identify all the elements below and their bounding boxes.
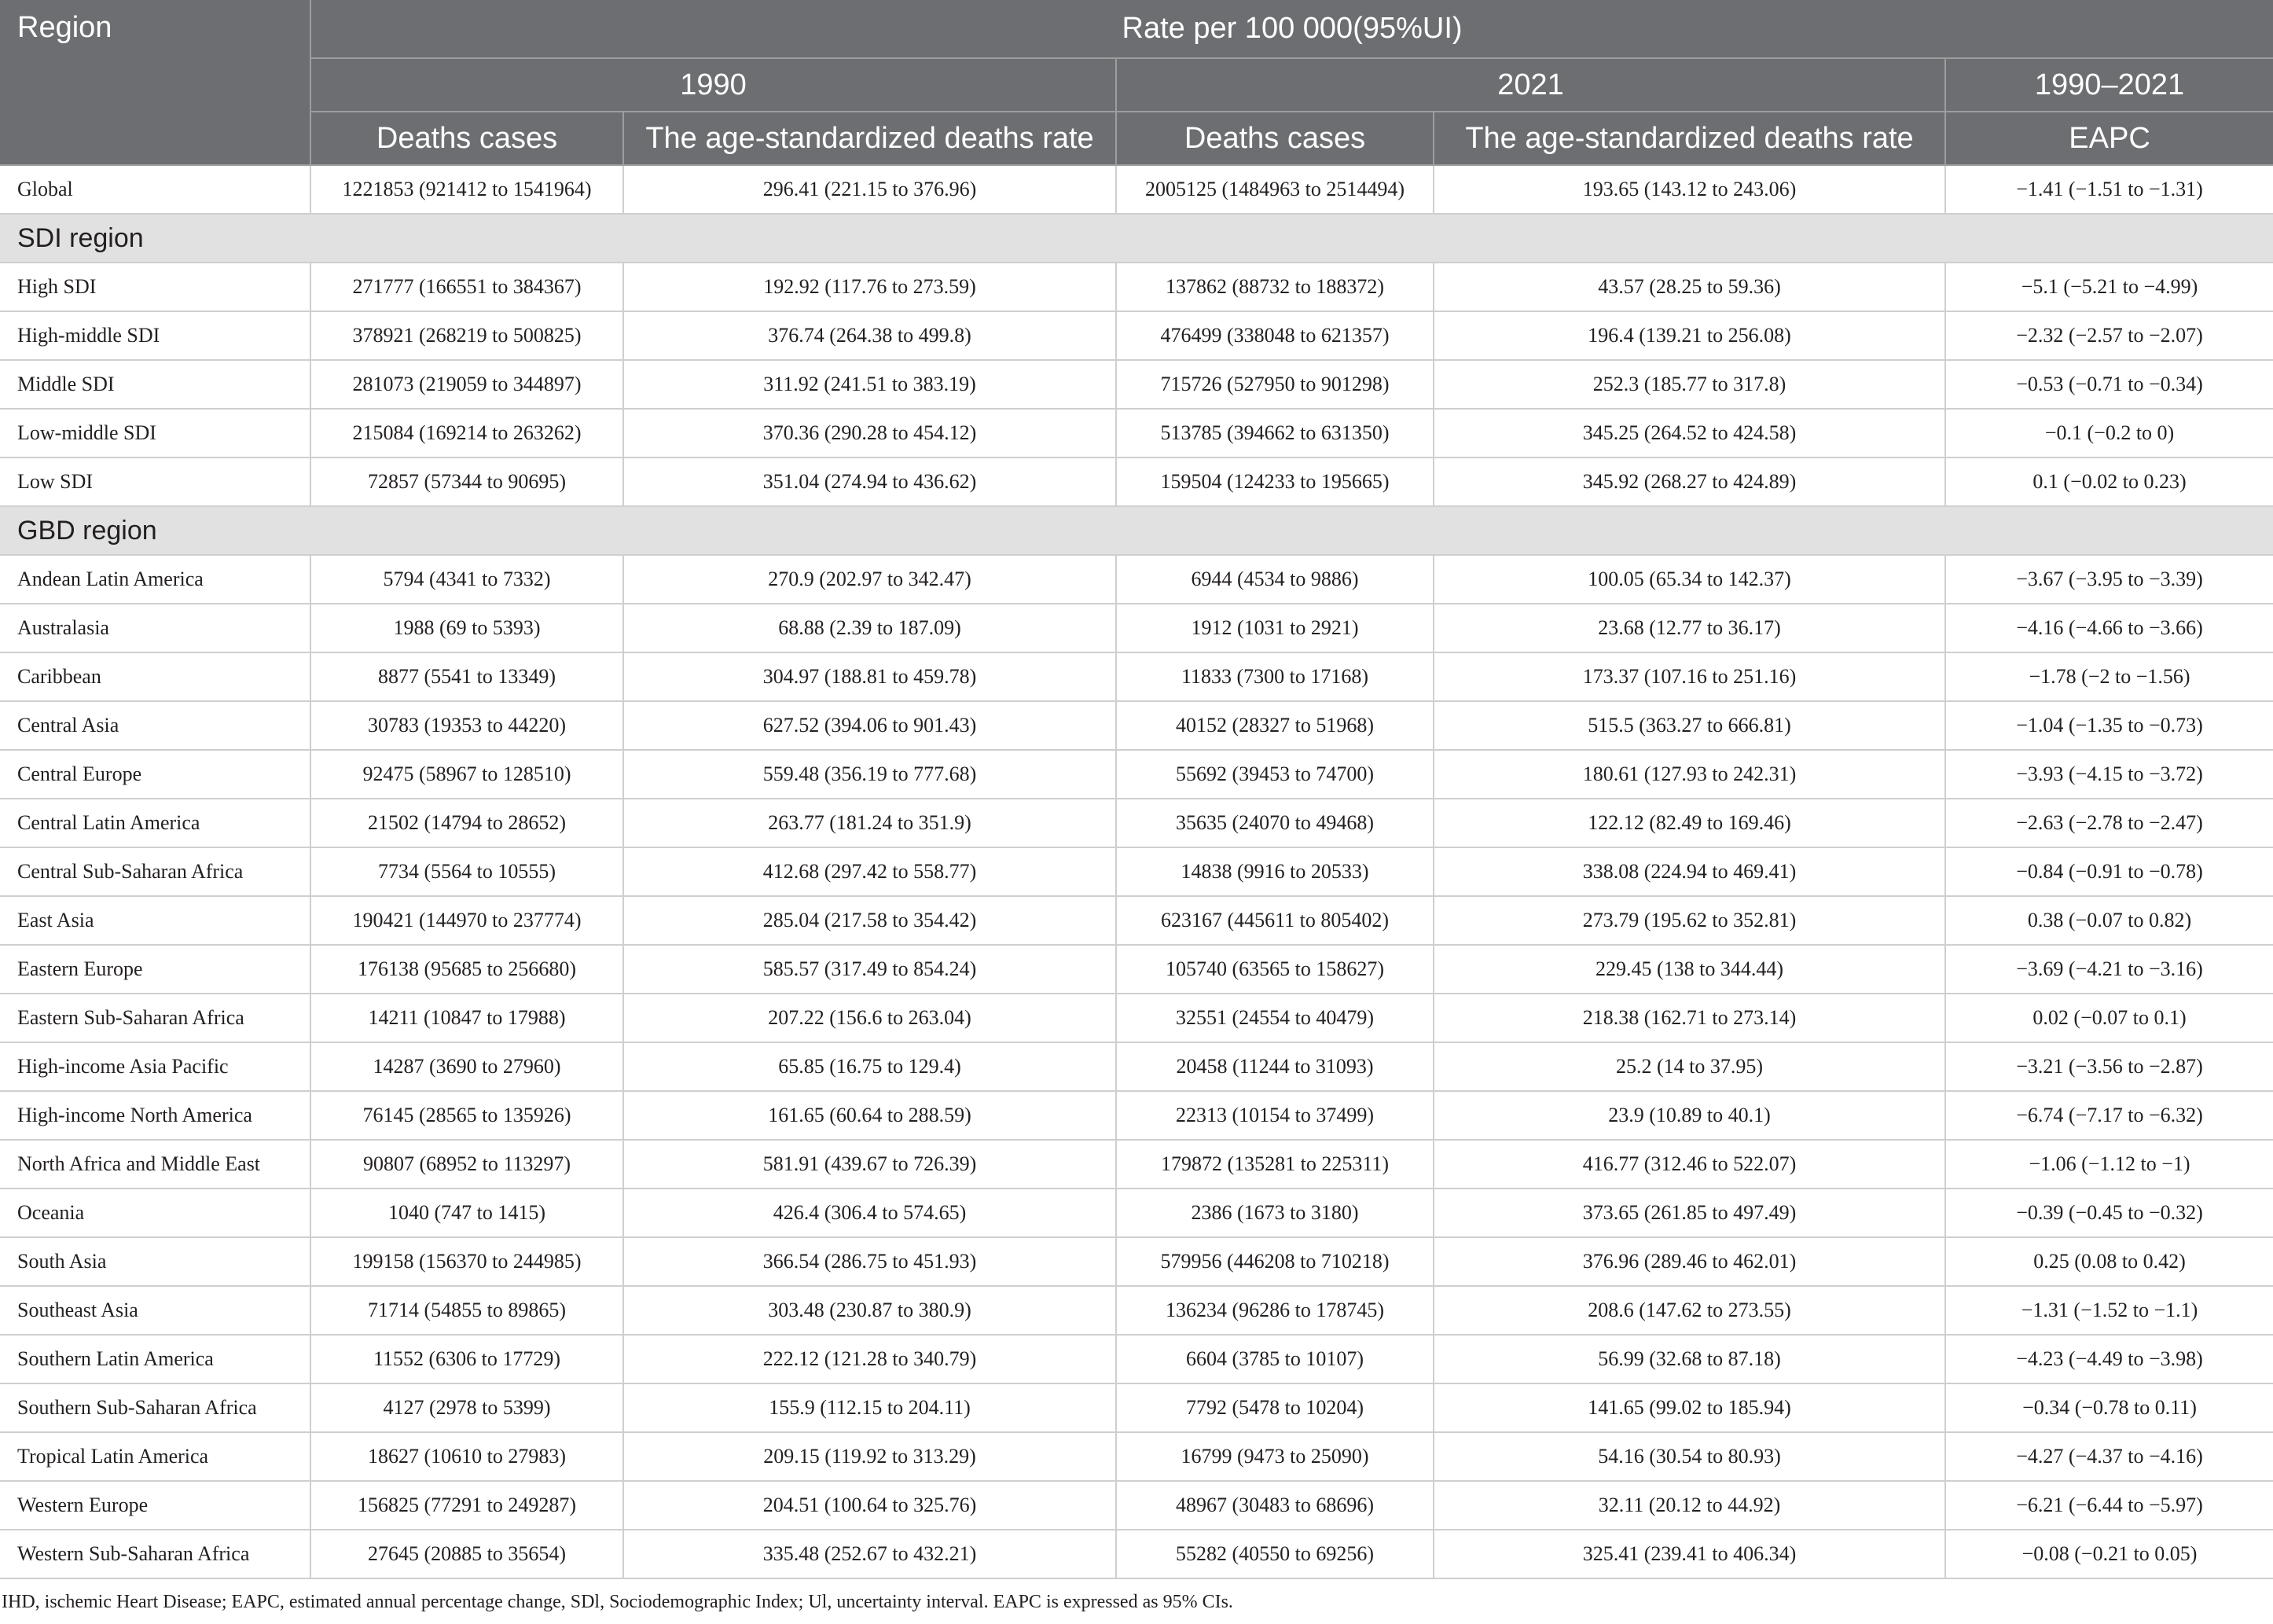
asdr-2021-cell: 180.61 (127.93 to 242.31) [1434,750,1945,799]
asdr-2021-cell: 345.92 (268.27 to 424.89) [1434,457,1945,506]
deaths-2021-cell: 6604 (3785 to 10107) [1116,1335,1434,1383]
deaths-2021-cell: 2386 (1673 to 3180) [1116,1189,1434,1237]
asdr-2021-cell: 325.41 (239.41 to 406.34) [1434,1530,1945,1578]
deaths-1990-header: Deaths cases [310,112,623,165]
region-cell: Southeast Asia [0,1286,310,1335]
deaths-1990-cell: 281073 (219059 to 344897) [310,360,623,409]
table-row [0,409,2273,457]
eapc-cell: −1.31 (−1.52 to −1.1) [1945,1286,2273,1335]
eapc-header: EAPC [1945,112,2273,165]
deaths-1990-cell: 176138 (95685 to 256680) [310,945,623,994]
deaths-1990-cell: 1040 (747 to 1415) [310,1189,623,1237]
asdr-2021-cell: 208.6 (147.62 to 273.55) [1434,1286,1945,1335]
deaths-2021-cell: 476499 (338048 to 621357) [1116,311,1434,360]
asdr-1990-cell: 366.54 (286.75 to 451.93) [623,1237,1116,1286]
eapc-cell: −3.69 (−4.21 to −3.16) [1945,945,2273,994]
deaths-1990-cell: 21502 (14794 to 28652) [310,799,623,847]
asdr-1990-cell: 204.51 (100.64 to 325.76) [623,1481,1116,1530]
deaths-2021-cell: 623167 (445611 to 805402) [1116,896,1434,945]
asdr-2021-cell: 25.2 (14 to 37.95) [1434,1042,1945,1091]
section-label: GBD region [0,506,2273,555]
table-row [0,847,2273,896]
deaths-2021-cell: 20458 (11244 to 31093) [1116,1042,1434,1091]
table-row [0,311,2273,360]
table-row [0,1189,2273,1237]
eapc-cell: −1.04 (−1.35 to −0.73) [1945,701,2273,750]
asdr-1990-cell: 270.9 (202.97 to 342.47) [623,555,1116,604]
table-row [0,604,2273,652]
region-cell: Caribbean [0,652,310,701]
asdr-2021-cell: 54.16 (30.54 to 80.93) [1434,1432,1945,1481]
deaths-1990-cell: 4127 (2978 to 5399) [310,1383,623,1432]
eapc-cell: −6.21 (−6.44 to −5.97) [1945,1481,2273,1530]
asdr-1990-cell: 581.91 (439.67 to 726.39) [623,1140,1116,1189]
region-cell: Global [0,165,310,214]
region-cell: Australasia [0,604,310,652]
asdr-2021-cell: 252.3 (185.77 to 317.8) [1434,360,1945,409]
table-row [0,945,2273,994]
asdr-1990-cell: 426.4 (306.4 to 574.65) [623,1189,1116,1237]
eapc-cell: −5.1 (−5.21 to −4.99) [1945,263,2273,311]
eapc-cell: −2.32 (−2.57 to −2.07) [1945,311,2273,360]
table-row [0,1383,2273,1432]
asdr-2021-cell: 173.37 (107.16 to 251.16) [1434,652,1945,701]
table-header [0,0,2273,165]
asdr-2021-cell: 416.77 (312.46 to 522.07) [1434,1140,1945,1189]
region-cell: High-income North America [0,1091,310,1140]
asdr-1990-cell: 68.88 (2.39 to 187.09) [623,604,1116,652]
section-row [0,506,2273,555]
region-cell: Southern Latin America [0,1335,310,1383]
eapc-cell: −4.16 (−4.66 to −3.66) [1945,604,2273,652]
table-row [0,652,2273,701]
region-cell: Low-middle SDI [0,409,310,457]
table-row [0,994,2273,1042]
eapc-cell: −1.78 (−2 to −1.56) [1945,652,2273,701]
deaths-1990-cell: 30783 (19353 to 44220) [310,701,623,750]
asdr-2021-cell: 141.65 (99.02 to 185.94) [1434,1383,1945,1432]
eapc-cell: −0.84 (−0.91 to −0.78) [1945,847,2273,896]
table-row [0,1237,2273,1286]
deaths-2021-cell: 14838 (9916 to 20533) [1116,847,1434,896]
asdr-1990-cell: 351.04 (274.94 to 436.62) [623,457,1116,506]
asdr-2021-header: The age-standardized deaths rate [1434,112,1945,165]
region-cell: Tropical Latin America [0,1432,310,1481]
table-row [0,165,2273,214]
asdr-1990-cell: 207.22 (156.6 to 263.04) [623,994,1116,1042]
deaths-2021-cell: 55692 (39453 to 74700) [1116,750,1434,799]
deaths-1990-cell: 1988 (69 to 5393) [310,604,623,652]
asdr-1990-cell: 65.85 (16.75 to 129.4) [623,1042,1116,1091]
table-row [0,263,2273,311]
deaths-2021-cell: 55282 (40550 to 69256) [1116,1530,1434,1578]
eapc-cell: −0.08 (−0.21 to 0.05) [1945,1530,2273,1578]
asdr-1990-cell: 304.97 (188.81 to 459.78) [623,652,1116,701]
asdr-1990-cell: 192.92 (117.76 to 273.59) [623,263,1116,311]
table-row [0,457,2273,506]
deaths-1990-cell: 14287 (3690 to 27960) [310,1042,623,1091]
region-cell: Eastern Europe [0,945,310,994]
table-row [0,750,2273,799]
deaths-2021-cell: 6944 (4534 to 9886) [1116,555,1434,604]
eapc-cell: −0.53 (−0.71 to −0.34) [1945,360,2273,409]
region-cell: Central Latin America [0,799,310,847]
asdr-2021-cell: 193.65 (143.12 to 243.06) [1434,165,1945,214]
table-row [0,1091,2273,1140]
table-row [0,555,2273,604]
deaths-2021-cell: 7792 (5478 to 10204) [1116,1383,1434,1432]
deaths-1990-cell: 14211 (10847 to 17988) [310,994,623,1042]
deaths-1990-cell: 5794 (4341 to 7332) [310,555,623,604]
deaths-1990-cell: 8877 (5541 to 13349) [310,652,623,701]
period-header-2021: 2021 [1116,58,1945,112]
asdr-1990-cell: 311.92 (241.51 to 383.19) [623,360,1116,409]
region-cell: High-income Asia Pacific [0,1042,310,1091]
asdr-1990-cell: 263.77 (181.24 to 351.9) [623,799,1116,847]
table-footnote: IHD, ischemic Heart Disease; EAPC, estimated annual percentage change, SDl, Sociodemographic Index; Ul, uncertainty interval. EAPC is expressed as 95% CIs. [2,1592,1233,1612]
table-row [0,799,2273,847]
deaths-2021-cell: 1912 (1031 to 2921) [1116,604,1434,652]
deaths-1990-cell: 71714 (54855 to 89865) [310,1286,623,1335]
table-row [0,1432,2273,1481]
deaths-2021-cell: 579956 (446208 to 710218) [1116,1237,1434,1286]
period-header-1990-2021: 1990–2021 [1945,58,2273,112]
asdr-2021-cell: 229.45 (138 to 344.44) [1434,945,1945,994]
table-row [0,1335,2273,1383]
asdr-2021-cell: 56.99 (32.68 to 87.18) [1434,1335,1945,1383]
region-cell: Western Europe [0,1481,310,1530]
asdr-2021-cell: 32.11 (20.12 to 44.92) [1434,1481,1945,1530]
eapc-cell: −1.06 (−1.12 to −1) [1945,1140,2273,1189]
table-row [0,1042,2273,1091]
deaths-2021-cell: 513785 (394662 to 631350) [1116,409,1434,457]
asdr-2021-cell: 345.25 (264.52 to 424.58) [1434,409,1945,457]
eapc-cell: −6.74 (−7.17 to −6.32) [1945,1091,2273,1140]
region-cell: Oceania [0,1189,310,1237]
deaths-1990-cell: 11552 (6306 to 17729) [310,1335,623,1383]
asdr-1990-cell: 559.48 (356.19 to 777.68) [623,750,1116,799]
asdr-2021-cell: 23.9 (10.89 to 40.1) [1434,1091,1945,1140]
region-cell: Southern Sub-Saharan Africa [0,1383,310,1432]
asdr-1990-cell: 585.57 (317.49 to 854.24) [623,945,1116,994]
region-column-header: Region [0,0,310,165]
deaths-1990-cell: 72857 (57344 to 90695) [310,457,623,506]
region-cell: Middle SDI [0,360,310,409]
eapc-cell: −3.21 (−3.56 to −2.87) [1945,1042,2273,1091]
asdr-2021-cell: 376.96 (289.46 to 462.01) [1434,1237,1945,1286]
region-cell: Central Asia [0,701,310,750]
asdr-1990-cell: 303.48 (230.87 to 380.9) [623,1286,1116,1335]
eapc-cell: −1.41 (−1.51 to −1.31) [1945,165,2273,214]
deaths-2021-cell: 40152 (28327 to 51968) [1116,701,1434,750]
eapc-cell: −3.93 (−4.15 to −3.72) [1945,750,2273,799]
deaths-2021-cell: 16799 (9473 to 25090) [1116,1432,1434,1481]
deaths-2021-cell: 137862 (88732 to 188372) [1116,263,1434,311]
deaths-1990-cell: 76145 (28565 to 135926) [310,1091,623,1140]
table-row [0,701,2273,750]
asdr-1990-cell: 335.48 (252.67 to 432.21) [623,1530,1116,1578]
region-cell: High SDI [0,263,310,311]
deaths-1990-cell: 378921 (268219 to 500825) [310,311,623,360]
eapc-cell: −0.34 (−0.78 to 0.11) [1945,1383,2273,1432]
asdr-1990-cell: 285.04 (217.58 to 354.42) [623,896,1116,945]
asdr-2021-cell: 373.65 (261.85 to 497.49) [1434,1189,1945,1237]
section-row [0,214,2273,263]
table-row [0,1286,2273,1335]
deaths-1990-cell: 18627 (10610 to 27983) [310,1432,623,1481]
asdr-2021-cell: 273.79 (195.62 to 352.81) [1434,896,1945,945]
deaths-1990-cell: 27645 (20885 to 35654) [310,1530,623,1578]
asdr-1990-cell: 222.12 (121.28 to 340.79) [623,1335,1116,1383]
deaths-2021-cell: 11833 (7300 to 17168) [1116,652,1434,701]
region-cell: Andean Latin America [0,555,310,604]
eapc-cell: −3.67 (−3.95 to −3.39) [1945,555,2273,604]
deaths-1990-cell: 199158 (156370 to 244985) [310,1237,623,1286]
region-cell: Low SDI [0,457,310,506]
asdr-1990-header: The age-standardized deaths rate [623,112,1116,165]
table-row [0,896,2273,945]
section-label: SDI region [0,214,2273,263]
asdr-2021-cell: 338.08 (224.94 to 469.41) [1434,847,1945,896]
table-row [0,1530,2273,1578]
region-cell: High-middle SDI [0,311,310,360]
eapc-cell: 0.38 (−0.07 to 0.82) [1945,896,2273,945]
deaths-1990-cell: 7734 (5564 to 10555) [310,847,623,896]
eapc-cell: −4.23 (−4.49 to −3.98) [1945,1335,2273,1383]
eapc-cell: 0.25 (0.08 to 0.42) [1945,1237,2273,1286]
deaths-2021-cell: 35635 (24070 to 49468) [1116,799,1434,847]
deaths-2021-cell: 179872 (135281 to 225311) [1116,1140,1434,1189]
deaths-2021-cell: 715726 (527950 to 901298) [1116,360,1434,409]
rate-group-header: Rate per 100 000(95%UI) [310,0,2273,58]
eapc-cell: 0.1 (−0.02 to 0.23) [1945,457,2273,506]
deaths-2021-cell: 48967 (30483 to 68696) [1116,1481,1434,1530]
asdr-2021-cell: 196.4 (139.21 to 256.08) [1434,311,1945,360]
deaths-1990-cell: 156825 (77291 to 249287) [310,1481,623,1530]
asdr-1990-cell: 296.41 (221.15 to 376.96) [623,165,1116,214]
region-cell: East Asia [0,896,310,945]
deaths-1990-cell: 271777 (166551 to 384367) [310,263,623,311]
eapc-cell: −4.27 (−4.37 to −4.16) [1945,1432,2273,1481]
deaths-2021-cell: 22313 (10154 to 37499) [1116,1091,1434,1140]
asdr-2021-cell: 23.68 (12.77 to 36.17) [1434,604,1945,652]
deaths-1990-cell: 92475 (58967 to 128510) [310,750,623,799]
eapc-cell: 0.02 (−0.07 to 0.1) [1945,994,2273,1042]
asdr-1990-cell: 155.9 (112.15 to 204.11) [623,1383,1116,1432]
deaths-2021-cell: 32551 (24554 to 40479) [1116,994,1434,1042]
period-header-1990: 1990 [310,58,1116,112]
asdr-2021-cell: 43.57 (28.25 to 59.36) [1434,263,1945,311]
eapc-cell: −2.63 (−2.78 to −2.47) [1945,799,2273,847]
asdr-1990-cell: 412.68 (297.42 to 558.77) [623,847,1116,896]
deaths-2021-cell: 105740 (63565 to 158627) [1116,945,1434,994]
asdr-2021-cell: 122.12 (82.49 to 169.46) [1434,799,1945,847]
deaths-1990-cell: 1221853 (921412 to 1541964) [310,165,623,214]
table-row [0,1481,2273,1530]
table-body [0,165,2273,1578]
region-cell: Central Europe [0,750,310,799]
region-cell: Western Sub-Saharan Africa [0,1530,310,1578]
asdr-1990-cell: 161.65 (60.64 to 288.59) [623,1091,1116,1140]
deaths-2021-header: Deaths cases [1116,112,1434,165]
table-row [0,360,2273,409]
asdr-2021-cell: 100.05 (65.34 to 142.37) [1434,555,1945,604]
deaths-1990-cell: 90807 (68952 to 113297) [310,1140,623,1189]
deaths-2021-cell: 2005125 (1484963 to 2514494) [1116,165,1434,214]
eapc-cell: −0.1 (−0.2 to 0) [1945,409,2273,457]
asdr-2021-cell: 515.5 (363.27 to 666.81) [1434,701,1945,750]
region-cell: South Asia [0,1237,310,1286]
asdr-1990-cell: 209.15 (119.92 to 313.29) [623,1432,1116,1481]
asdr-1990-cell: 376.74 (264.38 to 499.8) [623,311,1116,360]
region-cell: North Africa and Middle East [0,1140,310,1189]
deaths-2021-cell: 136234 (96286 to 178745) [1116,1286,1434,1335]
deaths-1990-cell: 215084 (169214 to 263262) [310,409,623,457]
region-cell: Central Sub-Saharan Africa [0,847,310,896]
asdr-2021-cell: 218.38 (162.71 to 273.14) [1434,994,1945,1042]
eapc-cell: −0.39 (−0.45 to −0.32) [1945,1189,2273,1237]
asdr-1990-cell: 627.52 (394.06 to 901.43) [623,701,1116,750]
region-cell: Eastern Sub-Saharan Africa [0,994,310,1042]
table-row [0,1140,2273,1189]
asdr-1990-cell: 370.36 (290.28 to 454.12) [623,409,1116,457]
deaths-2021-cell: 159504 (124233 to 195665) [1116,457,1434,506]
deaths-1990-cell: 190421 (144970 to 237774) [310,896,623,945]
